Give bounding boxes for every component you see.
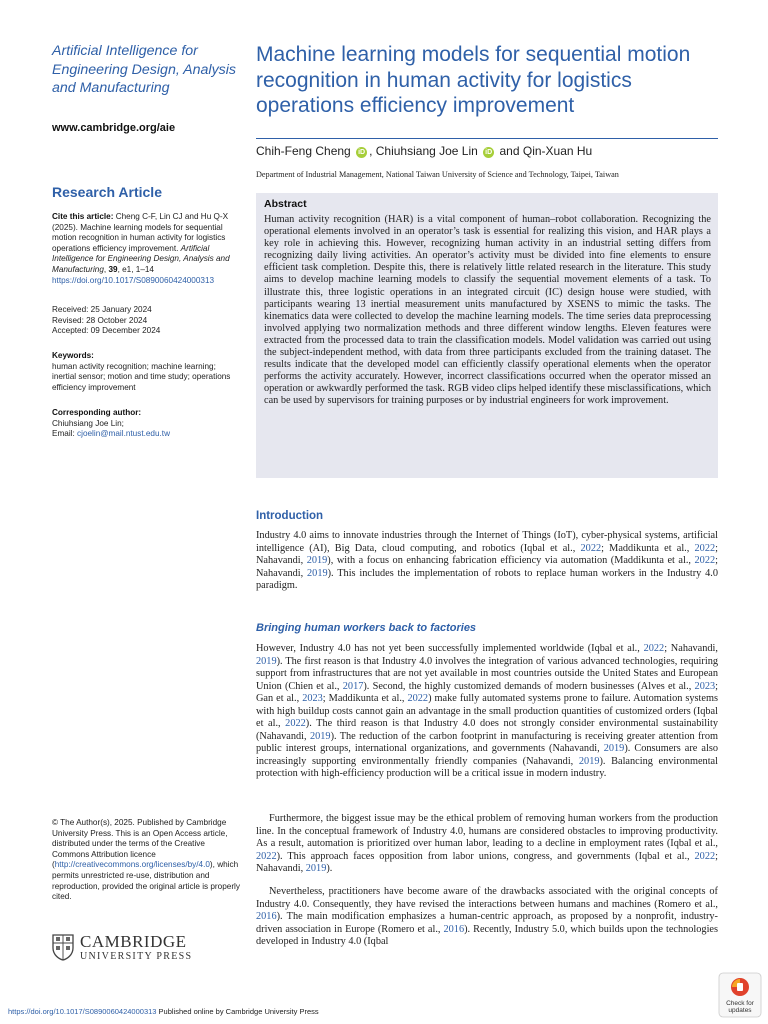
citation-link[interactable]: 2022 (694, 542, 716, 554)
affiliation: Department of Industrial Management, National Taiwan University of Science and Technology, Taipei, Taiwan (256, 170, 619, 179)
date-accepted: Accepted: 09 December 2024 (52, 326, 161, 336)
citation-block (52, 212, 242, 286)
author-2: , Chiuhsiang Joe Lin (369, 144, 478, 158)
citation-link[interactable]: 2019 (307, 567, 328, 579)
orcid-icon[interactable]: iD (485, 149, 493, 156)
citation-link[interactable]: 2022 (256, 850, 277, 862)
cite-volume: 39 (108, 264, 118, 274)
license-notice: © The Author(s), 2025. Published by Cambridge University Press. This is an Open Access article, distributed under the terms of the Creative Commons Attribution licence (http://creativecommons.org/licenses/by/4.0), which permits unrestricted re-use, distribution and reproduction, provided the original article is properly cited. (52, 818, 240, 902)
article-type: Research Article (52, 184, 162, 200)
introduction-heading: Introduction (256, 510, 324, 522)
citation-link[interactable]: 2023 (302, 693, 323, 704)
cite-label: Cite this article: (52, 212, 114, 221)
citation-link[interactable]: 2019 (256, 655, 277, 667)
cite-text: Cheng C-F, Lin CJ and Hu Q-X (2025). Machine learning models for sequential motion recognition in human activity for logistics operations efficiency improvement. (52, 212, 229, 253)
footer-doi-link[interactable]: https://doi.org/10.1017/S0890060424000313 (8, 1007, 157, 1016)
article-title: Machine learning models for sequential motion recognition in human activity for logistics operations efficiency improvement (256, 43, 691, 117)
citation-link[interactable]: 2016 (256, 911, 277, 922)
citation-link[interactable]: 2016 (443, 923, 465, 935)
author-3: and Qin-Xuan Hu (496, 144, 593, 158)
intro-paragraph: Industry 4.0 aims to innovate industries through the Internet of Things (IoT), cyber-physical systems, artificial intelligence (AI), Big Data, cloud computing, and robotics (Iqbal et al., 2022; Maddikunta et al., 2022; Nahavandi, 2019), with a focus on enhancing fabrication efficiency via automation (Maddikunta et al., 2022; Nahavandi, 2019). This includes the implementation of robots to replace human workers in the Industry 4.0 paradigm. (256, 530, 718, 591)
author-list (256, 144, 592, 158)
citation-link[interactable]: 2022 (643, 643, 665, 654)
citation-link[interactable]: 2022 (407, 693, 429, 704)
citation-link[interactable]: 2019 (578, 755, 600, 767)
date-revised: Revised: 28 October 2024 (52, 315, 148, 325)
citation-link[interactable]: 2022 (694, 555, 716, 566)
email-link[interactable]: cjoelin@mail.ntust.edu.tw (77, 429, 170, 439)
citation-link[interactable]: 2023 (694, 680, 716, 692)
check-for-updates-label (716, 1000, 764, 1014)
publisher-logo-line2: UNIVERSITY PRESS (80, 951, 193, 962)
citation-link[interactable]: 2022 (580, 542, 602, 554)
author-1: Chih-Feng Cheng (256, 144, 351, 158)
orcid-icon[interactable]: iD (358, 149, 366, 156)
citation-link[interactable]: 2022 (285, 718, 306, 729)
keywords-block (52, 351, 242, 393)
citation-link[interactable]: 2019 (603, 743, 625, 754)
citation-link[interactable]: 2019 (306, 555, 328, 566)
cambridge-shield-icon (52, 934, 74, 961)
cite-sep: , (103, 264, 109, 274)
date-received: Received: 25 January 2024 (52, 305, 152, 314)
journal-name: Artificial Intelligence for Engineering Design, Analysis and Manufacturing (52, 43, 237, 96)
corresponding-name: Chiuhsiang Joe Lin; (52, 418, 124, 428)
footer-text: Published online by Cambridge University Press (156, 1007, 319, 1016)
cite-doi-link[interactable]: https://doi.org/10.1017/S0890060424000313 (52, 275, 215, 285)
journal-website-link[interactable]: www.cambridge.org/aie (52, 122, 176, 134)
citation-link[interactable]: 2022 (694, 850, 716, 862)
cite-pages: , e1, 1–14 (117, 264, 154, 274)
corresponding-author-block (52, 408, 242, 440)
body-paragraph-3: Nevertheless, practitioners have become aware of the drawbacks associated with the original concepts of Industry 4.0. Consequently, they have revised the interactions between humans and machines (Romero et al., 2016). The main modification emphasizes a human-centric approach, as proposed by a nonprofit, industry-driven association in Europe (Romero et al., 2016). Recently, Industry 5.0, which builds upon the technologies developed in Industry 4.0 (Iqbal (256, 886, 719, 947)
license-link[interactable]: http://creativecommons.org/licenses/by/4.0 (54, 860, 210, 870)
corresponding-label: Corresponding author: (52, 408, 142, 417)
subsection-heading: Bringing human workers back to factories (256, 622, 477, 634)
keywords-label: Keywords: (52, 351, 94, 360)
citation-link[interactable]: 2019 (305, 863, 327, 874)
citation-link[interactable]: 2017 (342, 680, 364, 692)
title-divider (256, 138, 718, 139)
badge-line1: Check for (726, 1000, 754, 1007)
abstract-heading: Abstract (264, 198, 307, 210)
citation-link[interactable]: 2019 (309, 730, 331, 742)
cite-journal: Artificial Intelligence for Engineering Design, Analysis and Manufacturing (52, 243, 230, 274)
email-label: Email: (52, 429, 78, 439)
body-paragraph-1: However, Industry 4.0 has not yet been successfully implemented worldwide (Iqbal et al., 2022; Nahavandi, 2019). The first reason is that Industry 4.0 involves the integration of various advanced technologies, requiring support from infrastructures that are not yet available in most countries outside the United States and European Union (Chien et al., 2017). Second, the highly customized demands of modern businesses (Alves et al., 2023; Gan et al., 2023; Maddikunta et al., 2022) make fully automated systems prone to failure. Automation systems with high buildup costs cannot gain an advantage in the small production quantities of customized orders (Iqbal et al., 2022). The third reason is that Industry 4.0 does not strongly consider environmental sustainability (Nahavandi, 2019). The reduction of the carbon footprint in manufacturing is receiving greater attention from public interest groups, international organizations, and governments (Nahavandi, 2019). Consumers are also increasingly supporting environmentally friendly companies (Nahavandi, 2019). Balancing environmental protection with high-efficiency production will be a critical issue in modern industry. (256, 643, 719, 779)
keywords-text: human activity recognition; machine learning; inertial sensor; motion and time study; operations efficiency improvement (52, 361, 231, 392)
abstract-text: Human activity recognition (HAR) is a vital component of human–robot collaboration. Recognizing the operational elements involved in an operator’s task is essential for realizing this vision, and HAR plays a key role in achieving this. However, recognizing human activity in an industrial setting differs from recognizing daily living activities. An operator’s activity must be divided into fine elements to ensure efficient task completion. Despite this, there is relatively little related research in the literature. This study aims to develop machine learning models to classify the sequential movement elements of a task. To illustrate this, three logistic operations in an integrated circuit (IC) design house were studied, with participants wearing 13 inertial measurement units manufactured by XSENS to mimic the tasks. The kinematics data were collected to develop the machine learning models. The time series data preprocessing involved applying two normalization methods and three different window lengths. Eleven features were extracted from the processed data to train the classification models. Model validation was carried out using the subject-independent method, with data from three participants excluded from the training dataset. The results indicate that the developed model can efficiently classify operational elements when the operator performs the activity accurately. However, incorrect classifications occurred when the operator missed an operation or awkwardly performed the task. RGB video clips helped identify these misclassifications, which can be used by supervisors for training purposes or by industrial engineers for work improvement. (264, 214, 711, 407)
body-paragraph-2: Furthermore, the biggest issue may be the ethical problem of removing human workers from the production line. In the conceptual framework of Industry 4.0, humans are considered obstacles to improving productivity. As a result, automation is prioritized over human labor, leading to a decline in employment rates (Iqbal et al., 2022). This approach faces opposition from labor unions, congress, and governments (Iqbal et al., 2022; Nahavandi, 2019). (256, 813, 718, 874)
publisher-logo-line1: CAMBRIDGE (80, 932, 187, 951)
page-footer (8, 1007, 319, 1016)
badge-line2: updates (728, 1007, 752, 1014)
dates-block (52, 305, 242, 337)
